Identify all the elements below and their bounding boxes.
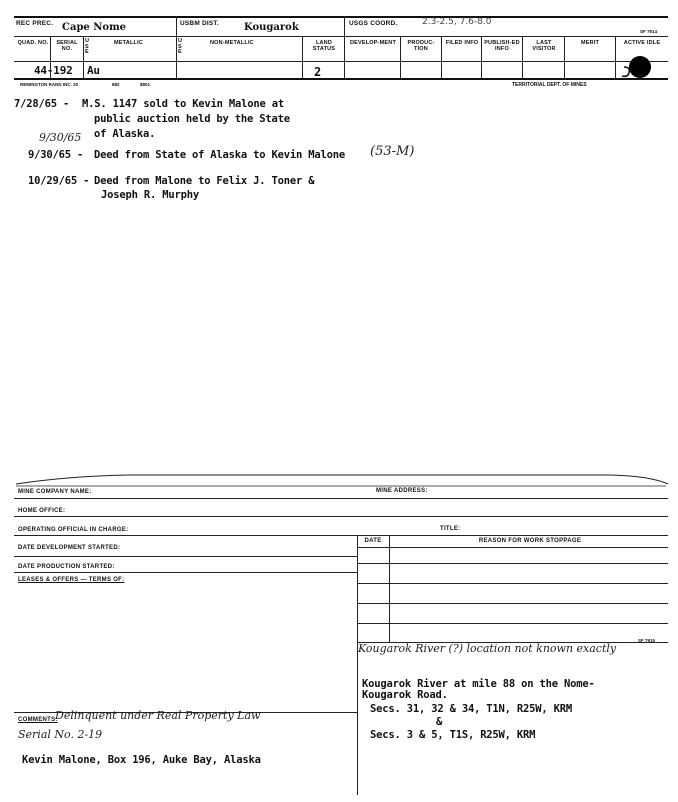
metallic-prefix: U S E (85, 38, 90, 55)
col-quad-no: QUAD. NO. (17, 40, 49, 46)
title-label: TITLE: (440, 526, 461, 532)
col-last-visitor: LAST VISITOR (532, 40, 556, 52)
location-line-2: Kougarok Road. (362, 689, 448, 701)
comments-handwritten-1: Delinquent under Real Property Law (55, 709, 261, 722)
entry-1-line-1: M.S. 1147 sold to Kevin Malone at (82, 98, 285, 110)
printer-code-2: 8801 (140, 82, 151, 87)
entry-2-date: 9/30/65 - (28, 149, 84, 161)
usbm-dist-value: Kougarok (244, 22, 299, 33)
entry-3-line-2: Joseph R. Murphy (101, 189, 199, 201)
location-line-3: Secs. 31, 32 & 34, T1N, R25W, KRM (370, 703, 573, 715)
divider (357, 535, 358, 643)
col-non-metallic: NON-METALLIC (210, 40, 254, 46)
rule (357, 623, 668, 624)
comments-owner: Kevin Malone, Box 196, Auke Bay, Alaska (22, 754, 261, 766)
leases-label: LEASES & OFFERS — TERMS OF: (18, 577, 125, 583)
rec-prec-value: Cape Nome (62, 22, 127, 33)
record-serial: 44-192 (34, 64, 73, 77)
entry-1-line-2: public auction held by the State (94, 113, 290, 125)
non-metallic-prefix: U S E (178, 38, 183, 55)
rule (357, 547, 668, 548)
divider (176, 36, 177, 78)
usgs-coord-label: USGS COORD. (349, 20, 398, 27)
lower-form-top-rule (10, 470, 670, 490)
divider (481, 36, 482, 78)
divider (522, 36, 523, 78)
col-metallic: METALLIC (114, 40, 143, 46)
location-line-1: Kougarok River at mile 88 on the Nome- (362, 678, 595, 690)
usbm-dist-label: USBM DIST. (180, 20, 219, 27)
record-metallic: Au (87, 64, 100, 77)
divider (344, 16, 345, 36)
date-production-label: DATE PRODUCTION STARTED: (18, 564, 115, 570)
header-mid-rule (14, 36, 668, 37)
usgs-coord-value: 2.3-2.5, 7.6-8.0 (422, 17, 492, 27)
form-number-2: SF 7915 (638, 638, 656, 643)
header-top-rule (14, 16, 668, 18)
col-active-idle: ACTIVE IDLE (623, 40, 661, 46)
date-development-label: DATE DEVELOPMENT STARTED: (18, 545, 121, 551)
header-row-rule (14, 61, 668, 62)
entry-1-date: 7/28/65 - (14, 98, 70, 110)
rule (14, 572, 357, 573)
rule (14, 498, 668, 499)
divider (357, 643, 358, 795)
col-land-status: LAND STATUS (312, 40, 336, 52)
divider (344, 36, 345, 78)
col-serial-no: SERIAL NO. (56, 40, 78, 52)
col-merit: MERIT (580, 40, 600, 46)
col-production: PRODUC-TION (407, 40, 435, 52)
col-published-info: PUBLISH-ED INFO (484, 40, 520, 52)
rule (14, 535, 668, 536)
rule (357, 603, 668, 604)
mine-address-label: MINE ADDRESS: (376, 488, 428, 494)
home-office-label: HOME OFFICE: (18, 508, 66, 514)
rule (14, 556, 357, 557)
location-line-5: Secs. 3 & 5, T1S, R25W, KRM (370, 729, 536, 741)
divider (176, 16, 177, 36)
form-number: SF 7914 (640, 29, 658, 34)
col-filed-info: FILED INFO (445, 40, 479, 46)
rule (357, 583, 668, 584)
rec-prec-label: REC PREC. (16, 20, 54, 27)
handwritten-date: 9/30/65 (39, 131, 82, 144)
divider (400, 36, 401, 78)
entry-2-line-1: Deed from State of Alaska to Kevin Malone (94, 149, 345, 161)
entry-1-line-3: of Alaska. (94, 128, 156, 140)
location-line-4: & (436, 716, 443, 728)
entry-3-date: 10/29/65 - (28, 175, 90, 187)
reason-col-label: REASON FOR WORK STOPPAGE (478, 538, 582, 544)
rule (357, 563, 668, 564)
active-idle-marker-icon (614, 55, 654, 81)
divider (564, 36, 565, 78)
record-land-status: 2 (314, 65, 322, 79)
mine-company-name-label: MINE COMPANY NAME: (18, 489, 92, 495)
comments-handwritten-2: Serial No. 2-19 (18, 728, 103, 741)
printer-mark: REMINGTON RAND INC. 20 (20, 82, 79, 87)
divider (302, 36, 303, 78)
comments-label: COMMENTS: (18, 717, 58, 723)
col-development: DEVELOP-MENT (349, 40, 397, 46)
rule (14, 516, 668, 517)
entry-3-line-1: Deed from Malone to Felix J. Toner & (94, 175, 315, 187)
divider (441, 36, 442, 78)
entry-2-note: (53-M) (370, 144, 415, 159)
date-col-label: DATE (364, 538, 382, 544)
operating-official-label: OPERATING OFFICIAL IN CHARGE: (18, 527, 129, 533)
territorial-dept: TERRITORIAL DEPT. OF MINES (512, 82, 587, 88)
divider (83, 36, 84, 78)
header-bottom-rule (14, 78, 668, 80)
location-handwritten: Kougarok River (?) location not known exactly (358, 642, 617, 655)
divider (389, 535, 390, 643)
printer-code-1: 882 (112, 82, 120, 87)
